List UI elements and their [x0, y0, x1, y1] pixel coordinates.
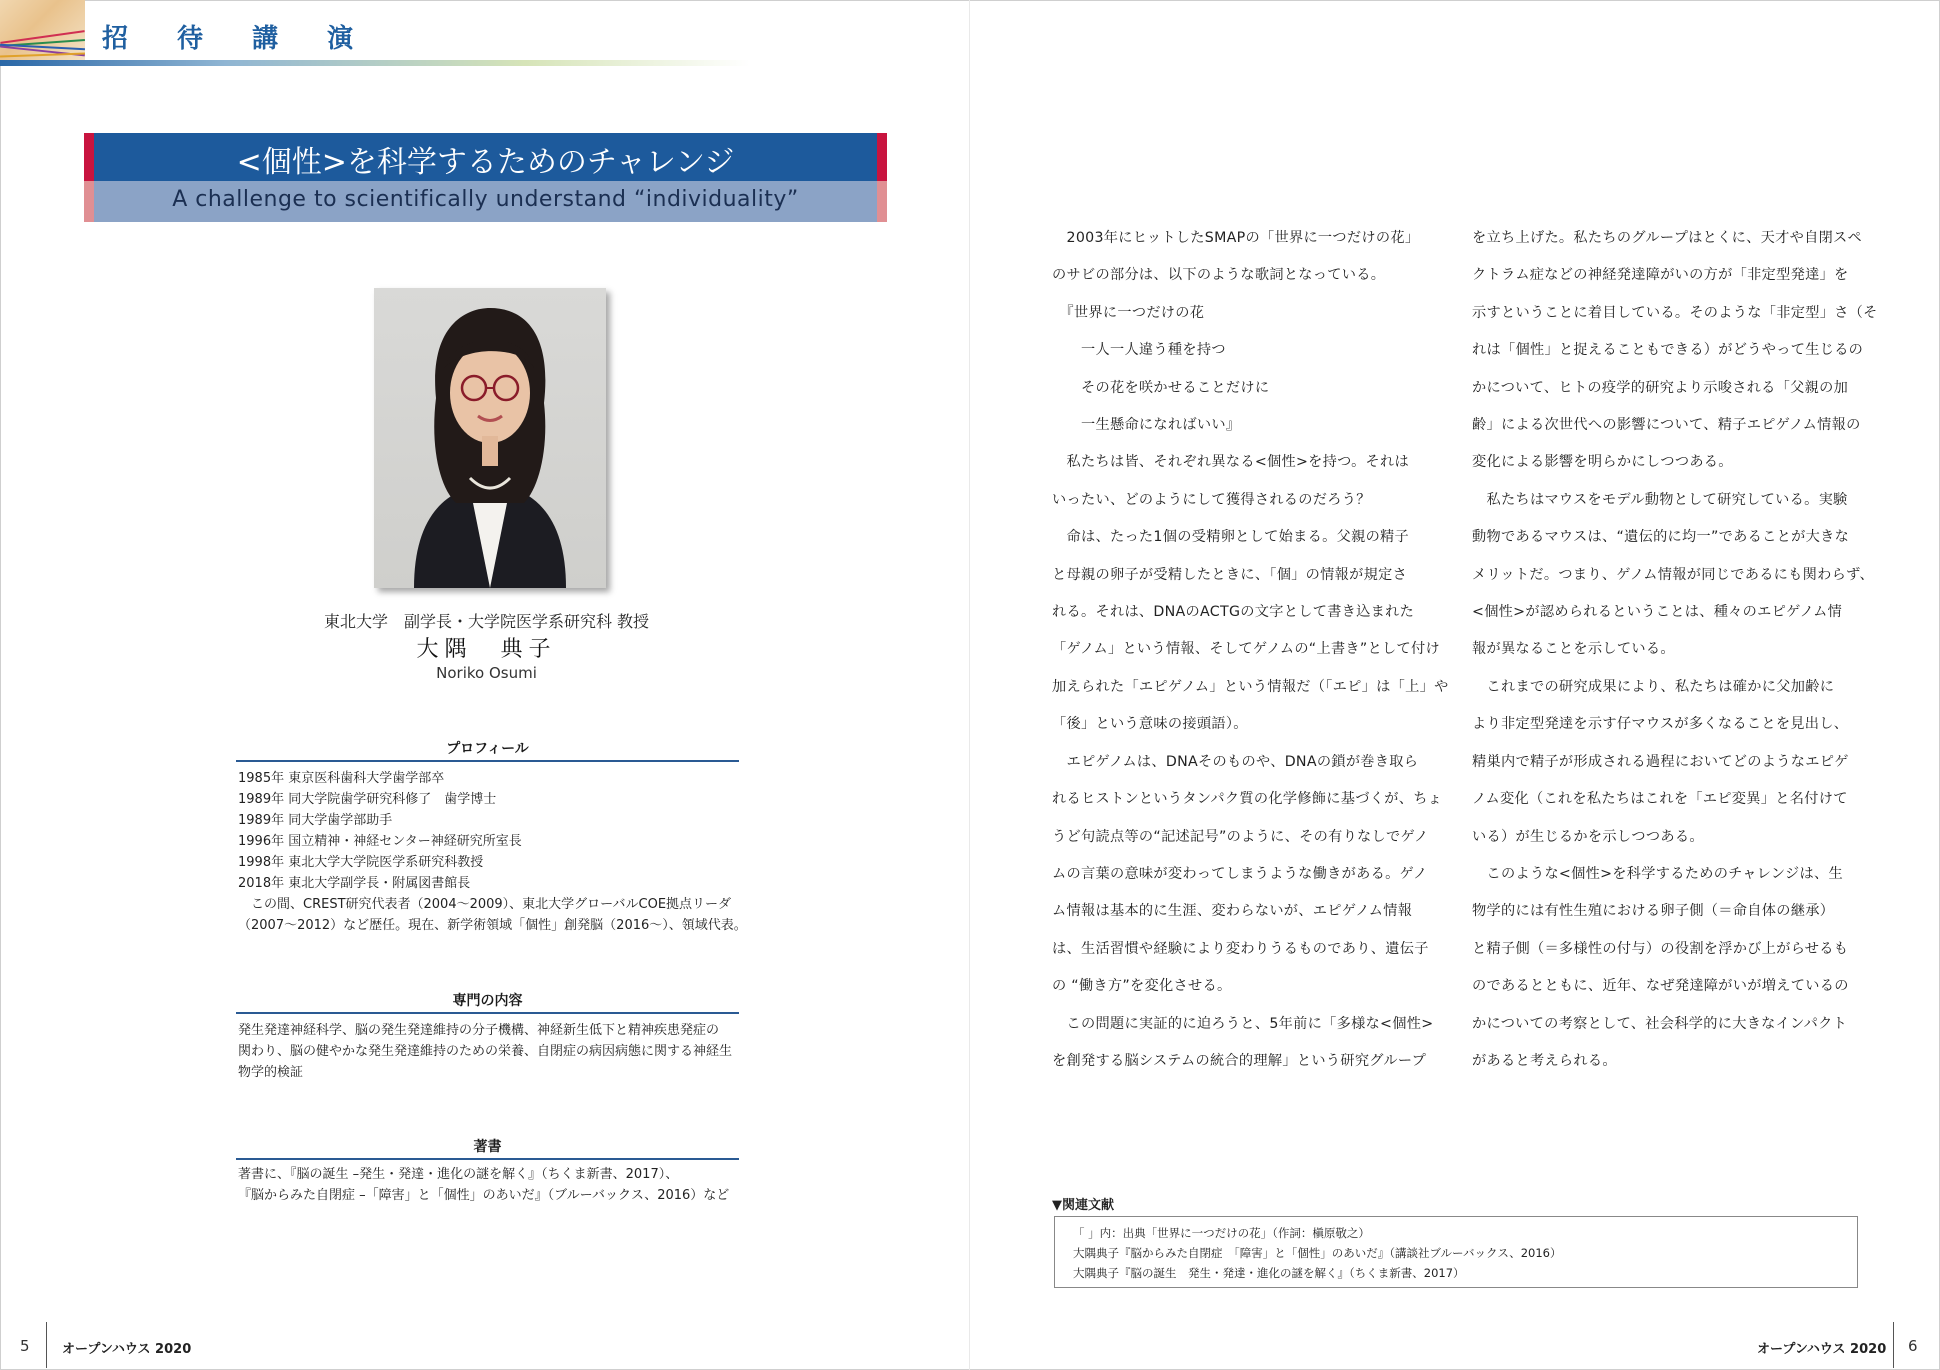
article-line: エピゲノムは、DNAそのものや、DNAの鎖が巻き取ら — [1052, 753, 1419, 770]
profile-line: 2018年 東北大学副学長・附属図書館長 — [238, 876, 471, 891]
article-line: 示すということに着目している。そのような「非定型」さ（そ — [1472, 304, 1878, 321]
article-line: クトラム症などの神経発達障がいの方が「非定型発達」を — [1472, 267, 1849, 284]
article-line: かについての考察として、社会科学的に大きなインパクト — [1472, 1015, 1848, 1032]
expertise-heading: 専門の内容 — [236, 990, 739, 1014]
article-line: その花を咲かせることだけに — [1052, 379, 1270, 396]
expertise-line: 発生発達神経科学、脳の発生発達維持の分子機構、神経新生低下と精神疾患発症の — [238, 1023, 720, 1038]
article-line: 「後」という意味の接頭語）。 — [1052, 716, 1248, 733]
profile-line: 1985年 東京医科歯科大学歯学部卒 — [238, 771, 445, 786]
article-line: いったい、どのようにして獲得されるのだろう？ — [1052, 491, 1371, 508]
article-line: 精巣内で精子が形成される過程においてどのようなエピゲ — [1472, 753, 1849, 770]
article-line: 変化による影響を明らかにしつつある。 — [1472, 454, 1733, 471]
article-line: これまでの研究成果により、私たちは確かに父加齢に — [1472, 678, 1835, 695]
article-line: のであるとともに、近年、なぜ発達障がいが増えているの — [1472, 978, 1849, 995]
right-footer-divider — [1893, 1322, 1894, 1368]
books-line: 『脳からみた自閉症 –「障害」と「個性」のあいだ』（ブルーバックス、2016）など — [238, 1188, 730, 1203]
article-line: より非定型発達を示す仔マウスが多くなることを見出し、 — [1472, 716, 1849, 733]
article-line: を立ち上げた。私たちのグループはとくに、天才や自閉スペ — [1472, 230, 1863, 246]
article-line: れは「個性」と捉えることもできる）がどうやって生じるの — [1472, 342, 1864, 359]
profile-line: 1996年 国立精神・神経センター神経研究所室長 — [238, 834, 522, 849]
article-line: 私たちは皆、それぞれ異なる<個性>を持つ。それは — [1052, 454, 1410, 471]
article-line: と精子側（＝多様性の付与）の役割を浮かび上がらせるも — [1472, 940, 1849, 957]
article-line: いる）が生じるかを示しつつある。 — [1472, 828, 1704, 845]
expertise-body — [238, 1020, 748, 1083]
article-column-2 — [1472, 220, 1878, 1080]
profile-heading: プロフィール — [236, 738, 739, 762]
article-line: の “働き方”を変化させる。 — [1052, 978, 1232, 995]
article-line: 一人一人違う種を持つ — [1052, 342, 1226, 359]
speaker-affiliation: 東北大学 副学長・大学院医学系研究科 教授 — [323, 612, 650, 631]
references-box — [1054, 1216, 1858, 1288]
books-heading: 著書 — [236, 1136, 739, 1160]
section-title: 招 待 講 演 — [102, 24, 374, 54]
article-line: があると考えられる。 — [1472, 1052, 1617, 1069]
reference-item: 大隅典子『脳からみた自閉症 「障害」と「個性」のあいだ』（講談社ブルーバックス、2016） — [1073, 1246, 1562, 1260]
article-line: このような<個性>を科学するためのチャレンジは、生 — [1472, 865, 1843, 882]
article-line: 命は、たった1個の受精卵として始まる。父親の精子 — [1052, 529, 1410, 546]
article-line: 私たちはマウスをモデル動物として研究している。実験 — [1472, 491, 1848, 508]
reference-item: 「 」内：出典「世界に一つだけの花」（作詞：槇原敬之） — [1073, 1226, 1370, 1240]
article-line: この問題に実証的に迫ろうと、5年前に「多様な<個性> — [1052, 1015, 1434, 1032]
left-footer-divider — [46, 1322, 47, 1368]
article-line: 動物であるマウスは、“遺伝的に均一”であることが大きな — [1472, 529, 1850, 546]
profile-line: 1998年 東北大学大学院医学系研究科教授 — [238, 855, 484, 870]
speaker-portrait-illustration — [374, 288, 606, 588]
article-line: を創発する脳システムの統合的理解」という研究グループ — [1052, 1052, 1427, 1069]
books-body — [238, 1164, 748, 1206]
left-footer-publication: オープンハウス 2020 — [62, 1342, 192, 1357]
expertise-line: 物学的検証 — [238, 1065, 304, 1080]
article-line: は、生活習慣や経験により変わりうるものであり、遺伝子 — [1052, 940, 1429, 957]
article-line: 『世界に一つだけの花 — [1052, 304, 1205, 321]
lecture-title-box — [84, 133, 887, 222]
article-line: れる。それは、DNAのACTGの文字として書き込まれた — [1052, 604, 1415, 621]
article-line: のサビの部分は、以下のような歌詞となっている。 — [1052, 267, 1386, 284]
expertise-line: 関わり、脳の健やかな発生発達維持のための栄養、自閉症の病因病態に関する神経生 — [238, 1044, 733, 1059]
article-line: 物学的には有性生殖における卵子側（＝命自体の継承） — [1472, 903, 1835, 920]
header-decoration-image — [0, 0, 85, 64]
header-rule — [0, 60, 750, 66]
article-line: メリットだ。つまり、ゲノム情報が同じであるにも関わらず、 — [1472, 566, 1874, 583]
article-column-1 — [1052, 220, 1449, 1080]
article-line: 2003年にヒットしたSMAPの「世界に一つだけの花」 — [1052, 230, 1420, 246]
lecture-title-jp: <個性>を科学するためのチャレンジ — [236, 145, 735, 180]
article-line: ム情報は基本的に生涯、変わらないが、エピゲノム情報 — [1052, 903, 1413, 920]
profile-body — [238, 768, 748, 936]
lecture-title-en: A challenge to scientifically understand “individuality” — [172, 187, 799, 212]
page-gutter — [969, 0, 970, 1370]
article-line: <個性>が認められるということは、種々のエピゲノム情 — [1472, 604, 1843, 621]
right-page-number: 6 — [1908, 1337, 1918, 1355]
profile-line: この間、CREST研究代表者（2004〜2009）、東北大学グローバルCOE拠点リーダ — [238, 897, 732, 912]
article-line: れるヒストンというタンパク質の化学修飾に基づくが、ちょ — [1052, 791, 1443, 808]
speaker-name-en: Noriko Osumi — [436, 664, 537, 682]
books-line: 著書に、『脳の誕生 –発生・発達・進化の謎を解く』（ちくま新書、2017）、 — [238, 1167, 679, 1182]
profile-line: 1989年 同大学院歯学研究科修了 歯学博士 — [238, 792, 497, 807]
article-line: うど句読点等の“記述記号”のように、その有りなしでゲノ — [1052, 828, 1429, 845]
article-line: 一生懸命になればいい』 — [1052, 417, 1241, 434]
article-line: ノム変化（これを私たちはこれを「エピ変異」と名付けて — [1472, 791, 1848, 808]
right-footer-publication: オープンハウス 2020 — [1757, 1342, 1887, 1357]
article-line: 報が異なることを示している。 — [1472, 641, 1675, 658]
profile-line: （2007〜2012）など歴任。現在、新学術領域「個性」創発脳（2016〜）、領域代表。 — [238, 918, 747, 933]
article-line: 加えられた「エピゲノム」という情報だ（「エピ」は「上」や — [1052, 678, 1449, 695]
article-line: 「ゲノム」という情報、そしてゲノムの“上書き”として付け — [1052, 641, 1441, 658]
speaker-photo — [374, 288, 606, 588]
article-line: と母親の卵子が受精したときに、「個」の情報が規定さ — [1052, 566, 1408, 583]
speaker-name: 大隅 典子 — [416, 637, 557, 662]
profile-line: 1989年 同大学歯学部助手 — [238, 813, 393, 828]
article-line: かについて、ヒトの疫学的研究より示唆される「父親の加 — [1472, 379, 1849, 396]
left-page-number: 5 — [20, 1337, 30, 1355]
article-line: ムの言葉の意味が変わってしまうような働きがある。ゲノ — [1052, 865, 1428, 882]
references-heading: ▼関連文献 — [1052, 1198, 1114, 1213]
reference-item: 大隅典子『脳の誕生 発生・発達・進化の謎を解く』（ちくま新書、2017） — [1073, 1266, 1465, 1280]
article-line: 齢」による次世代への影響について、精子エピゲノム情報の — [1472, 417, 1861, 434]
